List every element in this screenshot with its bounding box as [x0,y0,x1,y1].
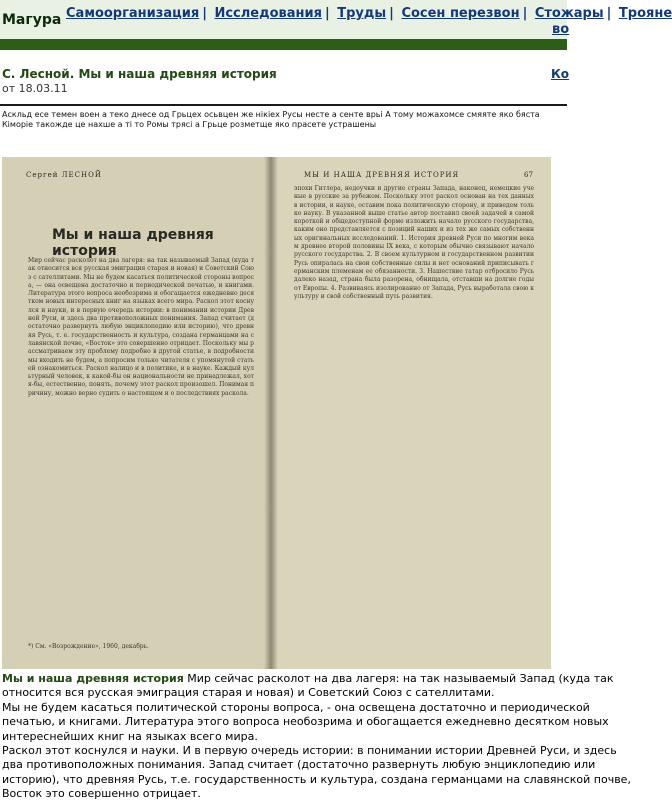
article-first-line [2,672,614,686]
scan-title: Мы и наша древняя история [52,227,214,259]
scan-right-text: эпохи Гитлера, недоучки и другие страны Запада, наконец, немецкие ученые в русские за рубежом. Поскольку этот раскол основан на тех данных в истории, и науке, оставим пока политическую сторону, и приведем только науку. В указанной выше статье автор поставил своей задачей в самой короткой и общедоступной форме изложить начало русского государства, каким оно представляется с позиций наших и из тех же самых собственных оригинальных исследований. 1. История древней Руси по многим векам древнее второй половины IX века, с которым обычно связывают начало русского государства. 2. В своем культурном и государственном развитии Русь опиралась на свои собственные силы и нет оснований приписывать германским племенам ее обязанности. 3. Нашествие татар отбросило Русь далеко назад, страна была разорена, обнищала, отставши на долгие годы от Европы. 4. Развиваясь изолированно от Запада, Русь выработала свою культуру и свой собственный путь развития. [294,185,534,300]
article-line: два противоположных понимания. Запад считает (достаточно развернуть любую энциклопедию или [2,758,596,772]
nav-separator: | [522,6,528,21]
article-line: относится вся русская эмиграция старая и новая) и Советский Союз с сателлитами. [2,686,495,700]
nav-separator: | [324,6,330,21]
nav-item-research[interactable]: Исследования [214,6,322,21]
article-intro: Мир сейчас расколот на два лагеря: на так называемый Запад (куда так [183,672,614,685]
site-header [0,0,672,39]
nav-separator: | [389,6,394,21]
article-line: печатью, и книгами. Литература этого вопроса необозрима и обогащается ежедневно десятком новых [2,715,609,729]
main-nav [66,6,672,22]
nav-separator: | [202,6,207,21]
site-logo[interactable]: Магура [2,12,62,28]
book-gutter [264,157,278,669]
scan-left-page [2,157,272,669]
article-heading: Мы и наша древняя история [2,672,184,685]
epigraph-text: Аскльд есе темен воен а теко днесе од Грьцех осьвцен же нікіех Русы несте а сенте врьі А тому можахомсе смяяте яко бяста Кіморіе такождe це нахше а ті то Ромы трясi а Грьце розметще яко прасете устрашены [2,110,540,129]
nav-item-works[interactable]: Труды [337,6,387,21]
article-line: Раскол этот коснулся и науки. И в первую очередь истории: в понимании истории Древней Руси, и здесь [2,744,617,758]
nav-item-overflow[interactable]: во [552,22,570,37]
header-divider-bar [0,39,567,50]
scan-left-text: Мир сейчас расколот на два лагеря: на так называемый Запад (куда так относится вся русская эмиграция старая и новая) и Советский Союз с сателлитами. Мы не будем касаться политической стороны вопроса, — она освещена достаточно и периодической печатью, и книгами. Литература этого вопроса необозрима и обогащается ежедневно десятком новых интересных книг на языках всего мира. Раскол этот коснулся и науки, и в первую очередь истории: в понимании истории Древней Руси, и здесь два противоположных понимания. Запад считает (достаточно развернуть любую энциклопедию или историю), что древняя Русь, т. е. государственность и культура, создана германцами на славянской почве, «Восток» это совершенно отрицает. Поскольку мы рассматриваем эту проблему подробно в другой статье, в подробности мы входить не будем, а попросим только читателя с упомянутой статьей ознакомиться. Раскол налицо и в политике, и в науке. Каждый культурный человек, к какой-бы он национальности не принадлежал, хотя-бы, естественно, понять, почему этот раскол произошел. Понимая причину, можно верно судить о настоящем и о последствиях раскола. [28,257,254,397]
post-title: С. Лесной. Мы и наша древняя история [2,67,277,81]
article-line: интереснейших книг на языках всего мира. [2,729,258,743]
nav-item-troyane[interactable]: Трояне [618,6,672,21]
scan-page-number: 67 [524,171,533,179]
article-line: Восток это совершенно отрицает. [2,787,201,801]
nav-item-pine-chime[interactable]: Сосен перезвон [401,6,520,21]
article-body [2,672,631,802]
nav-separator: | [606,6,612,21]
content-divider [0,104,567,106]
scan-footnote: *) См. «Возрождение», 1960, декабрь. [28,643,149,650]
book-scan-image [2,157,551,669]
article-line: Мы не будем касаться политической стороны вопроса, - она освещена достаточно и периодической [2,700,590,714]
comments-link[interactable]: Ко [551,67,570,81]
article-line: историю), что древняя Русь, т.е. государственность и культура, создана германцами на славянской почве, [2,772,631,786]
nav-item-stozhary[interactable]: Стожары [534,6,604,21]
scan-running-head: МЫ И НАША ДРЕВНЯЯ ИСТОРИЯ [304,171,460,179]
scan-author: Сергей ЛЕСНОЙ [26,171,102,179]
post-date: от 18.03.11 [2,82,68,95]
scan-right-page [274,157,551,669]
nav-item-self-organization[interactable]: Самоорганизация [66,6,200,21]
